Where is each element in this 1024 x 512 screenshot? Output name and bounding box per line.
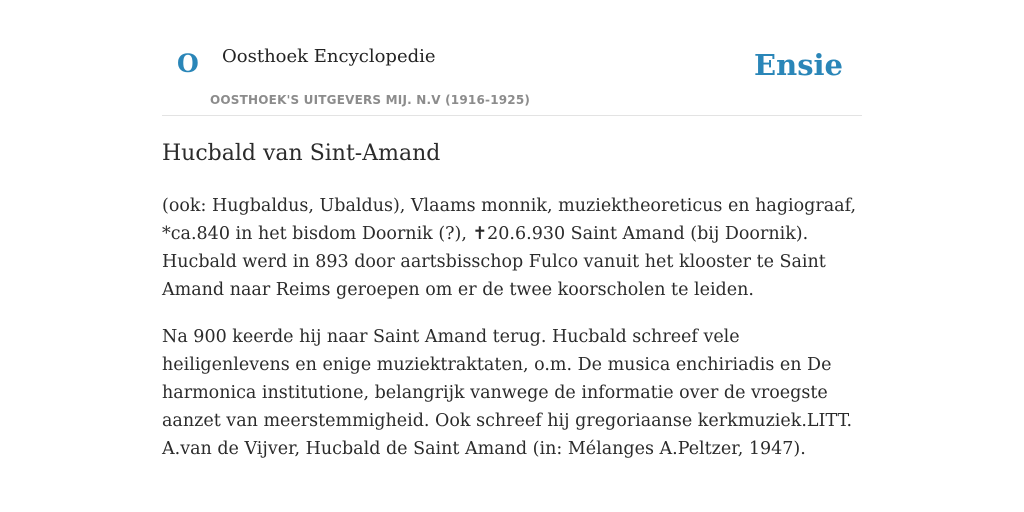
content-container bbox=[162, 0, 862, 459]
entry-paragraph: Na 900 keerde hij naar Saint Amand terug. Hucbald schreef vele heiligenlevens en enige muziektraktaten, o.m. De musica enchiriadis en De harmonica institutione, belangrijk vanwege de informatie over de vroegste aanzet van meerstemmigheid. Ook schreef hij gregoriaanse kerkmuziek.LITT. A.van de Vijver, Hucbald de Saint Amand (in: Mélanges A.Peltzer, 1947). bbox=[162, 327, 853, 459]
entry-paragraph: (ook: Hugbaldus, Ubaldus), Vlaams monnik, muziektheoreticus en hagiograaf, *ca.840 in het bisdom Doornik (?), ✝20.6.930 Saint Amand (bij Doornik). Hucbald werd in 893 door aartsbisschop Fulco vanuit het klooster te Saint Amand naar Reims geroepen om er de twee koorscholen te leiden. bbox=[162, 196, 857, 300]
book-initial-link[interactable]: O bbox=[177, 49, 199, 78]
entry-title: Hucbald van Sint-Amand bbox=[162, 141, 441, 166]
book-title-link[interactable]: Oosthoek Encyclopedie bbox=[222, 46, 436, 67]
brand-logo-link[interactable]: Ensie bbox=[754, 48, 843, 82]
publisher-label: OOSTHOEK'S UITGEVERS MIJ. N.V (1916-1925) bbox=[210, 93, 531, 107]
header bbox=[162, 0, 862, 116]
